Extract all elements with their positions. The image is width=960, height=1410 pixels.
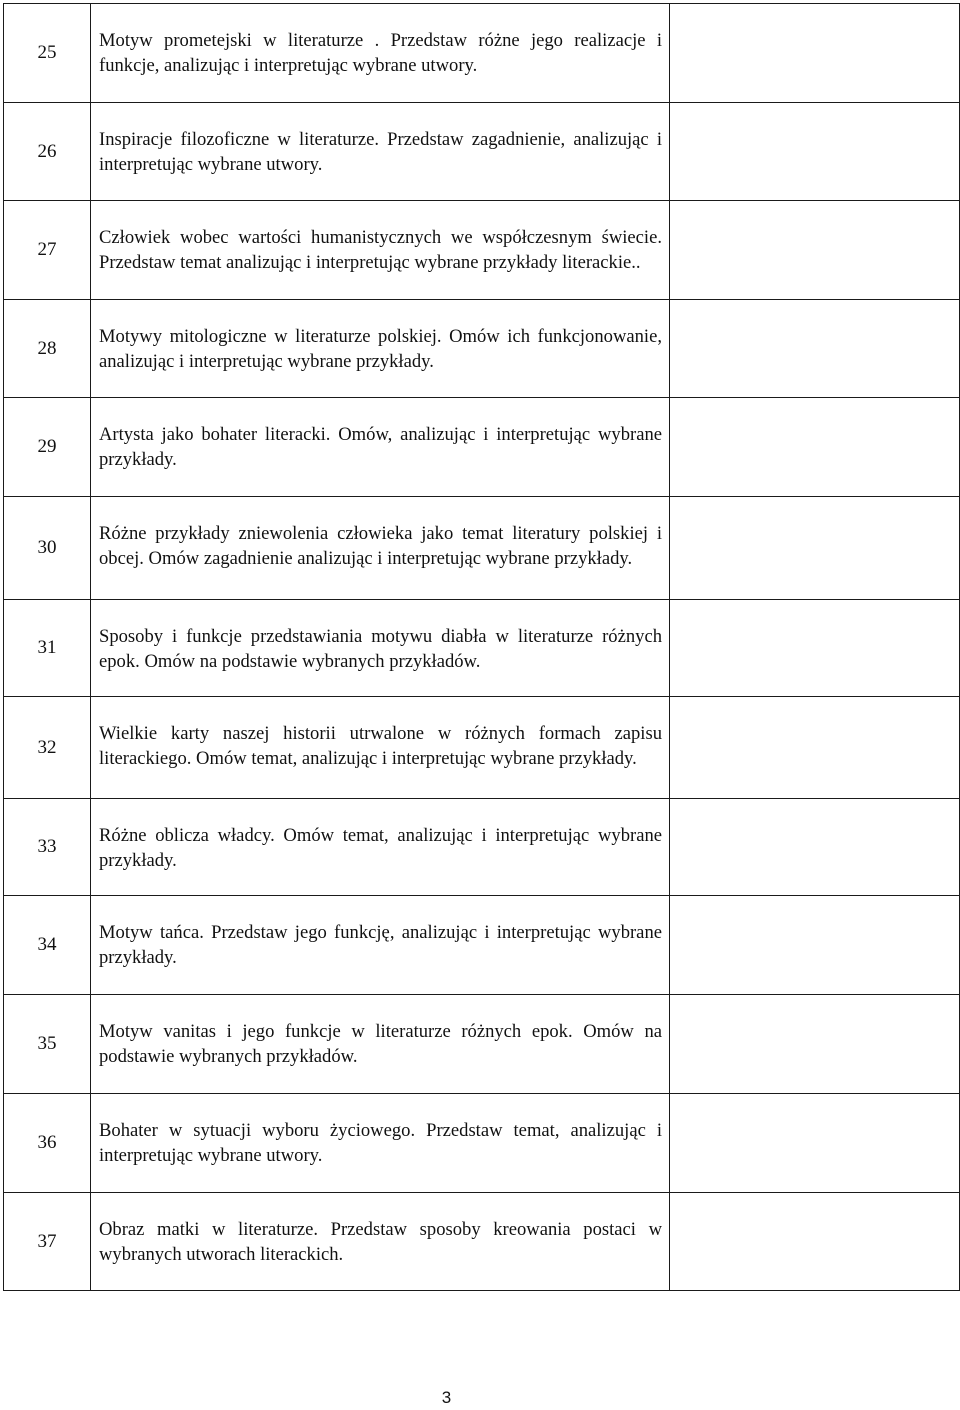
topic-row — [4, 600, 960, 697]
topic-text: Motywy mitologiczne w literaturze polskiej. Omów ich funkcjonowanie, analizując i interpretując wybrane przykłady. — [91, 300, 670, 398]
topic-number: 33 — [4, 799, 91, 896]
topic-text: Motyw prometejski w literaturze . Przedstaw różne jego realizacje i funkcje, analizując i interpretując wybrane utwory. — [91, 4, 670, 103]
topic-row — [4, 799, 960, 896]
topic-row — [4, 697, 960, 799]
topic-number: 37 — [4, 1193, 91, 1291]
topic-text: Człowiek wobec wartości humanistycznych we współczesnym świecie. Przedstaw temat analizując i interpretując wybrane przykłady literackie.. — [91, 201, 670, 300]
empty-cell — [670, 300, 960, 398]
topic-number: 30 — [4, 497, 91, 600]
topic-number: 36 — [4, 1094, 91, 1193]
empty-cell — [670, 896, 960, 995]
topic-number: 35 — [4, 995, 91, 1094]
empty-cell — [670, 1193, 960, 1291]
topic-text: Wielkie karty naszej historii utrwalone w różnych formach zapisu literackiego. Omów temat, analizując i interpretując wybrane przykłady. — [91, 697, 670, 799]
topic-text: Motyw vanitas i jego funkcje w literaturze różnych epok. Omów na podstawie wybranych przykładów. — [91, 995, 670, 1094]
topic-number: 29 — [4, 398, 91, 497]
empty-cell — [670, 600, 960, 697]
topic-row — [4, 995, 960, 1094]
topic-text: Różne przykłady zniewolenia człowieka jako temat literatury polskiej i obcej. Omów zagadnienie analizując i interpretując wybrane przykłady. — [91, 497, 670, 600]
topic-number: 32 — [4, 697, 91, 799]
topics-table — [3, 3, 960, 1291]
topic-text: Bohater w sytuacji wyboru życiowego. Przedstaw temat, analizując i interpretując wybrane utwory. — [91, 1094, 670, 1193]
topic-number: 26 — [4, 103, 91, 201]
empty-cell — [670, 799, 960, 896]
topic-number: 27 — [4, 201, 91, 300]
topic-number: 25 — [4, 4, 91, 103]
topic-text: Obraz matki w literaturze. Przedstaw sposoby kreowania postaci w wybranych utworach literackich. — [91, 1193, 670, 1291]
topic-row — [4, 103, 960, 201]
topic-row — [4, 398, 960, 497]
topic-text: Artysta jako bohater literacki. Omów, analizując i interpretując wybrane przykłady. — [91, 398, 670, 497]
topic-number: 28 — [4, 300, 91, 398]
empty-cell — [670, 103, 960, 201]
topic-row — [4, 896, 960, 995]
empty-cell — [670, 398, 960, 497]
empty-cell — [670, 1094, 960, 1193]
empty-cell — [670, 201, 960, 300]
topic-text: Sposoby i funkcje przedstawiania motywu diabła w literaturze różnych epok. Omów na podstawie wybranych przykładów. — [91, 600, 670, 697]
topic-text: Motyw tańca. Przedstaw jego funkcję, analizując i interpretując wybrane przykłady. — [91, 896, 670, 995]
topic-row — [4, 201, 960, 300]
topic-text: Inspiracje filozoficzne w literaturze. Przedstaw zagadnienie, analizując i interpretując wybrane utwory. — [91, 103, 670, 201]
topic-row — [4, 1094, 960, 1193]
page-number: 3 — [441, 1388, 452, 1407]
topic-row — [4, 300, 960, 398]
topic-row — [4, 497, 960, 600]
topic-number: 34 — [4, 896, 91, 995]
topic-text: Różne oblicza władcy. Omów temat, analizując i interpretując wybrane przykłady. — [91, 799, 670, 896]
empty-cell — [670, 995, 960, 1094]
topic-number: 31 — [4, 600, 91, 697]
topic-row — [4, 1193, 960, 1291]
empty-cell — [670, 497, 960, 600]
empty-cell — [670, 697, 960, 799]
empty-cell — [670, 4, 960, 103]
topic-row — [4, 4, 960, 103]
